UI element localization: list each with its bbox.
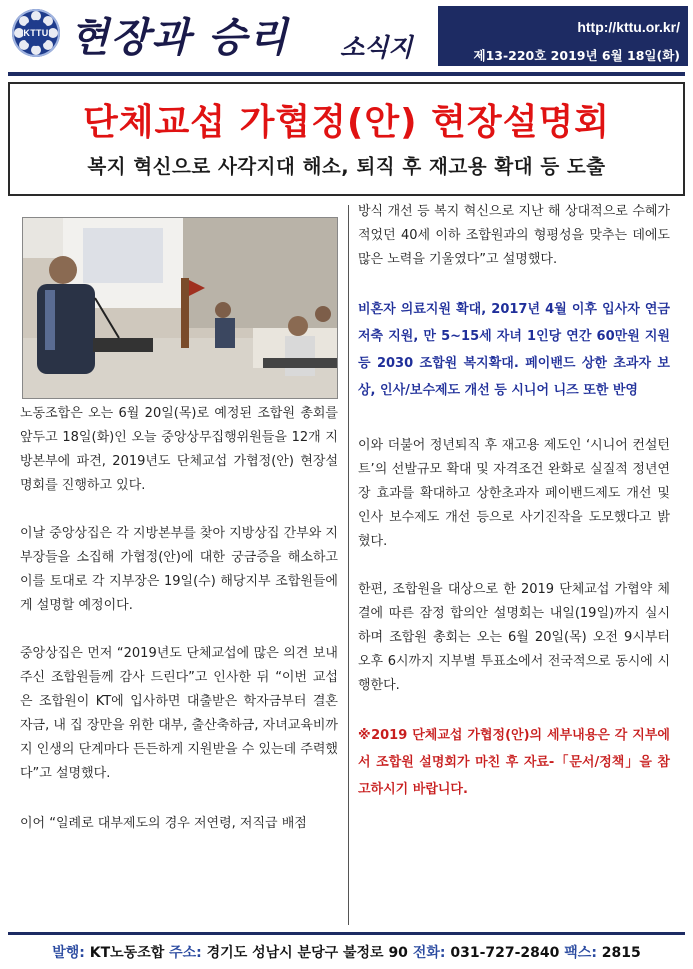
phone-number: 031-727-2840 [450,945,560,961]
headline: 단체교섭 가협정(안) 현장설명회 [82,102,611,143]
article-paragraph: 방식 개선 등 복지 혁신으로 지난 해 상대적으로 수혜가 적었던 40세 이하 조합원과의 형평성을 맞추는 데에도 많은 노력을 기울였다”고 설명했다. [358,204,670,267]
masthead-rule [8,72,685,76]
meeting-photo [22,217,338,399]
footer-rule [8,932,685,935]
fax-number: 2815 [601,945,641,961]
issue-box [438,6,688,66]
photo-illustration [23,218,338,399]
fax-label: 팩스: [564,945,597,961]
article-paragraph: 이와 더불어 정년퇴직 후 재고용 제도인 ‘시니어 컨설턴트’의 선발규모 확대 및 자격조건 완화로 실질적 정년연장 효과를 확대하고 상한초과자 페이밴드제도 개선 및 인사 보수제도 개선 등으로 사기진작을 도모했다고 밝혔다. [358,438,670,549]
right-column [358,200,670,827]
highlight-summary: 비혼자 의료지원 확대, 2017년 4월 이후 입사자 연금저축 지원, 만 5~15세 자녀 1인당 연간 60만원 지원 등 2030 조합원 복지확대. 페이밴드 상한 초과자 보상, 인사/보수제도 개선 등 시니어 니즈 또한 반영 [358,302,670,398]
address-label: 주소: [169,945,202,961]
phone-label: 전화: [412,945,446,961]
headline-box [8,82,685,196]
article-paragraph: 중앙상집은 먼저 “2019년도 단체교섭에 많은 의견 보내주신 조합원들께 감사 드린다”고 인사한 뒤 “이번 교섭은 조합원이 KT에 입사하면 대출받은 학자금부터 결혼 자금, 내 집 장만을 위한 대부, 출산축하금, 자녀교육비까지 인생의 단계마다 든든하게 지원받을 수 있는데 주력했다”고 설명했다. [20,646,338,781]
newsletter-subtitle: 소식지 [340,33,413,62]
footer [0,942,693,962]
masthead [0,0,693,72]
article-paragraph: 이어 “일례로 대부제도의 경우 저연령, 저직급 배점 [20,816,307,831]
publisher-name: KT노동조합 [89,945,165,961]
publisher-label: 발행: [52,945,85,961]
article-paragraph: 한편, 조합원을 대상으로 한 2019 단체교섭 가협약 체결에 따른 잠정 합의안 설명회는 내일(19일)까지 실시하며 조합원 총회는 오는 6월 20일(목) 오전 9시부터 오후 6시까지 지부별 투표소에서 전국적으로 동시에 시행한다. [358,582,670,693]
subheadline: 복지 혁신으로 사각지대 해소, 퇴직 후 재고용 확대 등 도출 [87,155,606,178]
left-column [20,402,338,860]
union-logo [12,9,60,57]
website-url[interactable]: http://kttu.or.kr/ [577,19,680,35]
column-divider [348,205,349,925]
newsletter-title: 현장과 승리 [70,14,290,61]
article-paragraph: 이날 중앙상집은 각 지방본부를 찾아 지방상집 간부와 지부장들을 소집해 가협정(안)에 대한 궁금증을 해소하고 이를 토대로 각 지부장은 19일(수) 해당지부 조합원들에게 설명할 예정이다. [20,526,338,613]
issue-number-date: 제13-220호 2019년 6월 18일(화) [473,48,680,63]
address: 경기도 성남시 분당구 불정로 90 [206,945,408,961]
article-paragraph: 노동조합은 오는 6월 20일(목)로 예정된 조합원 총회를 앞두고 18일(화)인 오늘 중앙상무집행위원들을 12개 지방본부에 파견, 2019년도 단체교섭 가협정(안) 현장설명회를 진행하고 있다. [20,406,338,493]
logo-text: KTTU [23,28,49,38]
reference-note: ※2019 단체교섭 가협정(안)의 세부내용은 각 지부에서 조합원 설명회가 마친 후 자료-「문서/정책」을 참고하시기 바랍니다. [358,728,670,797]
